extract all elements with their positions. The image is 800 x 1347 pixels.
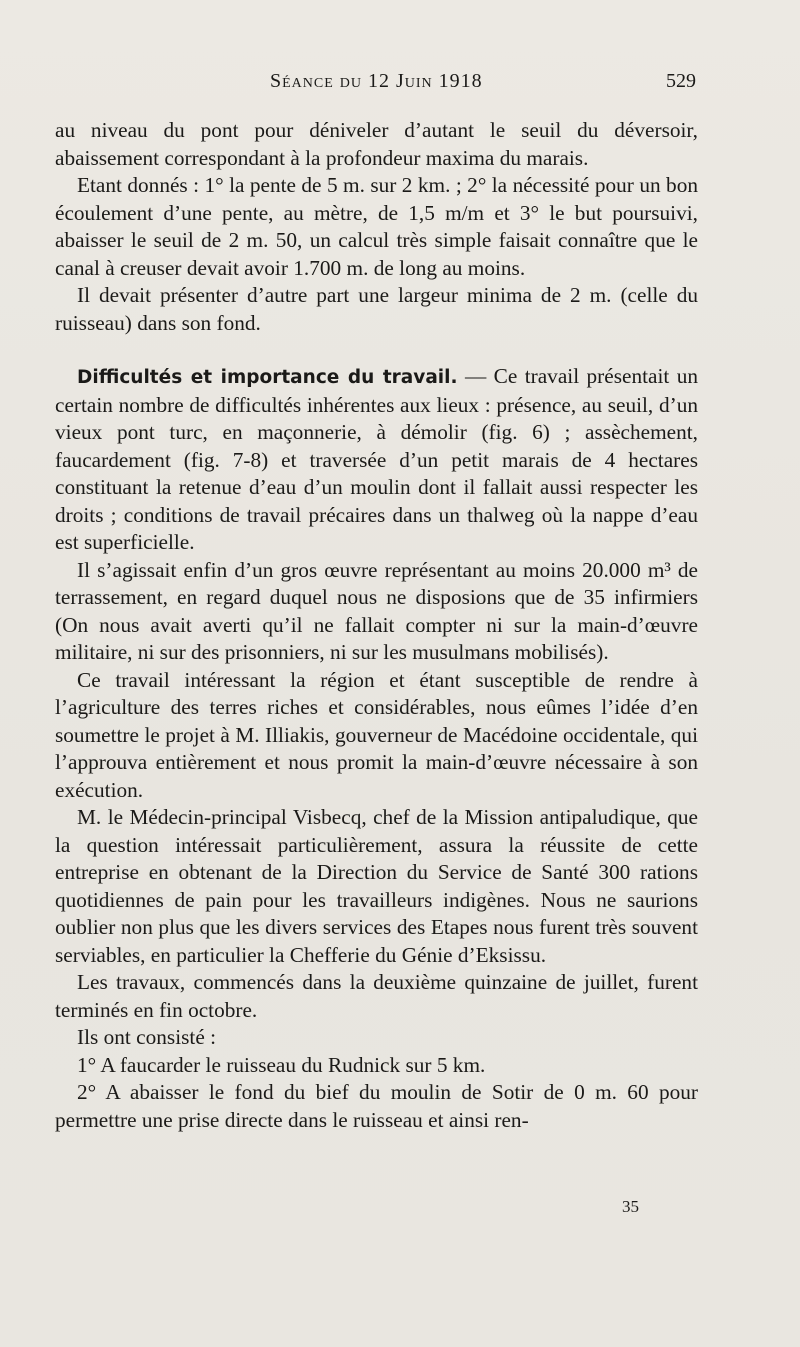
signature-mark: 35 (622, 1197, 639, 1216)
paragraph: M. le Médecin-principal Visbecq, chef de la Mission antipaludique, que la question intéressait particulièrement, assura la réussite de cette entreprise en obtenant de la Direction du Service de Santé 300 rations quotidiennes de pain pour les travailleurs indigènes. Nous ne saurions oublier non plus que les divers services des Etapes nous furent très souvent serviables, en particulier la Chefferie du Génie d’Eksissu. (55, 805, 698, 967)
running-title: Séance du 12 Juin 1918 (270, 70, 483, 92)
paragraph: au niveau du pont pour déniveler d’autant le seuil du déversoir, abaissement correspondant à la profondeur maxima du marais. (55, 118, 698, 170)
page-number: 529 (666, 70, 696, 92)
paragraph: 2° A abaisser le fond du bief du moulin de Sotir de 0 m. 60 pour permettre une prise directe dans le ruisseau et ainsi ren- (55, 1080, 698, 1132)
running-head (0, 70, 800, 100)
paragraph: Il devait présenter d’autre part une largeur minima de 2 m. (celle du ruisseau) dans son fond. (55, 283, 698, 335)
section-heading: Difficultés et importance du travail. (77, 367, 458, 388)
body-text (55, 117, 698, 1134)
paragraph: Etant donnés : 1° la pente de 5 m. sur 2 km. ; 2° la nécessité pour un bon écoulement d’une pente, au mètre, de 1,5 m/m et 3° le but poursuivi, abaisser le seuil de 2 m. 50, un calcul très simple faisait connaître que le canal à creuser devait avoir 1.700 m. de long au moins. (55, 173, 698, 280)
paragraph: Les travaux, commencés dans la deuxième quinzaine de juillet, furent terminés en fin octobre. (55, 970, 698, 1022)
paragraph: 1° A faucarder le ruisseau du Rudnick sur 5 km. (77, 1052, 486, 1077)
paragraph: Ce travail intéressant la région et étant susceptible de rendre à l’agriculture des terres riches et considérables, nous eûmes l’idée d’en soumettre le projet à M. Illiakis, gouverneur de Macédoine occidentale, qui l’approuva entièrement et nous promit la main-d’œuvre nécessaire à son exécution. (55, 667, 698, 802)
paragraph: Ils ont consisté : (77, 1025, 217, 1049)
paragraph: Il s’agissait enfin d’un gros œuvre représentant au moins 20.000 m³ de terrassement, en regard duquel nous ne disposions que de 35 infirmiers (On nous avait averti qu’il ne fallait compter ni sur la main-d’œuvre militaire, ni sur des prisonniers, ni sur les musulmans mobilisés). (55, 557, 698, 664)
section-text: Ce travail présentait un certain nombre de difficultés inhérentes aux lieux : présence, au seuil, d’un vieux pont turc, en maçonnerie, à démolir (fig. 6) ; assèchement, faucardement (fig. 7-8) et traversée d’un petit marais de 4 hectares constituant la retenue d’eau d’un moulin dont il fallait aussi respecter les droits ; conditions de travail précaires dans un thalweg où la nappe d’eau est superficielle. (55, 364, 699, 554)
section-paragraph (55, 363, 698, 557)
section-dash: — (457, 364, 494, 388)
